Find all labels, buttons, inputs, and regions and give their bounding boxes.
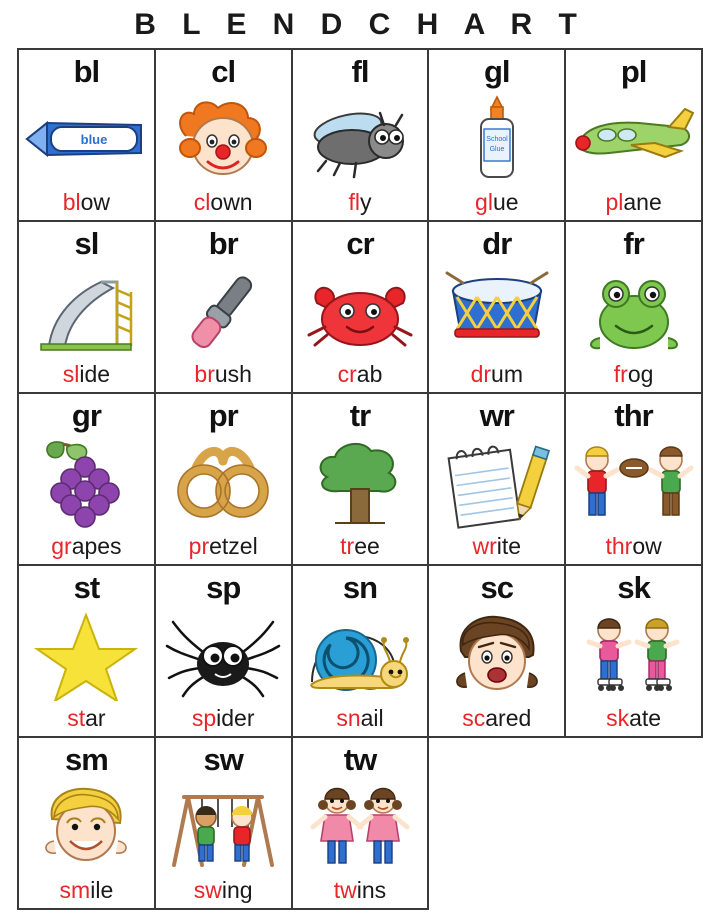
word-rest-part: ate (629, 705, 662, 731)
word-label (67, 707, 105, 730)
word-label (462, 707, 531, 730)
word-rest-part: ue (492, 189, 519, 215)
word-blend-part: gl (475, 189, 493, 215)
page-title: B L E N D C H A R T (134, 8, 586, 41)
blend-label: pl (620, 54, 647, 89)
word-rest-part: ane (623, 189, 662, 215)
notepad-pencil-icon (429, 431, 564, 535)
blend-cell-gl[interactable] (429, 50, 566, 222)
word-rest-part: ide (79, 361, 111, 387)
svg-text:School: School (486, 136, 508, 143)
blend-cell-st[interactable] (19, 566, 156, 738)
word-label (348, 191, 371, 214)
word-blend-part: gr (51, 533, 72, 559)
word-rest-part: og (627, 361, 654, 387)
svg-text:blue: blue (81, 132, 108, 147)
skating-kids-icon (566, 603, 701, 707)
blend-cell-sk[interactable] (566, 566, 703, 738)
word-rest-part: ar (85, 705, 106, 731)
blend-label: fr (623, 226, 644, 261)
word-label (338, 363, 383, 386)
glue-bottle-icon (429, 87, 564, 191)
blend-label: fl (351, 54, 369, 89)
word-blend-part: sm (59, 877, 91, 903)
word-label (194, 191, 253, 214)
clown-face-icon (156, 87, 291, 191)
word-label (51, 535, 121, 558)
blend-cell-br[interactable] (156, 222, 293, 394)
blend-cell-tr[interactable] (293, 394, 430, 566)
blend-label: sk (617, 570, 650, 605)
word-label (606, 707, 661, 730)
frog-icon (566, 259, 701, 363)
word-rest-part: etzel (209, 533, 258, 559)
blend-cell-fr[interactable] (566, 222, 703, 394)
word-blend-part: sw (193, 877, 222, 903)
airplane-icon (566, 87, 701, 191)
blend-label: bl (73, 54, 100, 89)
word-blend-part: thr (605, 533, 633, 559)
word-label (63, 191, 110, 214)
word-label (194, 879, 253, 902)
smiling-boy-icon (19, 775, 154, 879)
word-rest-part: ow (80, 189, 111, 215)
word-rest-part: ab (356, 361, 383, 387)
grapes-icon (19, 431, 154, 535)
word-label (336, 707, 383, 730)
word-blend-part: tr (340, 533, 355, 559)
tree-icon (293, 431, 428, 535)
word-blend-part: st (67, 705, 86, 731)
fly-insect-icon (293, 87, 428, 191)
word-rest-part: ee (354, 533, 380, 559)
word-rest-part: ush (214, 361, 252, 387)
blend-cell-sm[interactable] (19, 738, 156, 910)
word-rest-part: ite (496, 533, 522, 559)
playground-slide-icon (19, 259, 154, 363)
blend-cell-sn[interactable] (293, 566, 430, 738)
word-rest-part: um (491, 361, 523, 387)
word-label (605, 535, 661, 558)
word-rest-part: own (210, 189, 253, 215)
blend-label: wr (479, 398, 514, 433)
twin-girls-icon (293, 775, 428, 879)
word-blend-part: pl (605, 189, 624, 215)
word-label (334, 879, 386, 902)
word-blend-part: bl (62, 189, 81, 215)
word-rest-part: apes (71, 533, 122, 559)
word-label (60, 879, 114, 902)
drum-icon (429, 259, 564, 363)
blend-cell-pr[interactable] (156, 394, 293, 566)
blend-cell-wr[interactable] (429, 394, 566, 566)
word-label (194, 363, 252, 386)
blend-label: gl (484, 54, 510, 89)
pretzel-icon (156, 431, 291, 535)
swing-set-icon (156, 775, 291, 879)
blend-cell-cl[interactable] (156, 50, 293, 222)
blend-label: dr (482, 226, 512, 261)
blend-label: pr (208, 398, 238, 433)
word-blend-part: tw (333, 877, 357, 903)
word-rest-part: ins (356, 877, 387, 903)
word-label (63, 363, 110, 386)
blend-grid (17, 48, 703, 910)
blend-label: sn (342, 570, 378, 605)
blend-cell-tw[interactable] (293, 738, 430, 910)
word-blend-part: dr (470, 361, 492, 387)
scared-face-icon (429, 603, 564, 707)
star-icon (19, 603, 154, 707)
blend-label: sp (206, 570, 241, 605)
snail-icon (293, 603, 428, 707)
blend-label: gr (71, 398, 101, 433)
blend-label: st (73, 570, 100, 605)
crab-icon (293, 259, 428, 363)
blend-cell-gr[interactable] (19, 394, 156, 566)
word-blend-part: sk (606, 705, 630, 731)
word-label (189, 535, 258, 558)
word-blend-part: pr (188, 533, 210, 559)
word-rest-part: ail (360, 705, 384, 731)
blend-label: sm (64, 742, 108, 777)
word-label (192, 707, 255, 730)
blue-crayon-icon (19, 87, 154, 191)
word-blend-part: sl (62, 361, 80, 387)
svg-text:Glue: Glue (489, 146, 505, 153)
word-rest-part: ider (216, 705, 255, 731)
word-blend-part: sp (191, 705, 217, 731)
word-label (605, 191, 661, 214)
word-blend-part: br (194, 361, 215, 387)
blend-label: cr (346, 226, 374, 261)
blend-label: tw (343, 742, 377, 777)
word-rest-part: ile (90, 877, 114, 903)
word-blend-part: sn (336, 705, 361, 731)
kids-throwing-ball-icon (566, 431, 701, 535)
blend-label: cl (211, 54, 236, 89)
blend-label: sc (480, 570, 514, 605)
blend-cell-bl[interactable] (19, 50, 156, 222)
word-rest-part: y (359, 189, 372, 215)
word-blend-part: cr (337, 361, 357, 387)
word-label (473, 535, 522, 558)
blend-label: br (208, 226, 238, 261)
empty-cell (429, 738, 566, 910)
blend-label: tr (349, 398, 371, 433)
blend-cell-dr[interactable] (429, 222, 566, 394)
word-blend-part: cl (193, 189, 211, 215)
word-rest-part: ared (485, 705, 532, 731)
blend-cell-sw[interactable] (156, 738, 293, 910)
word-blend-part: wr (472, 533, 497, 559)
word-rest-part: ow (632, 533, 662, 559)
blend-cell-pl[interactable] (566, 50, 703, 222)
word-rest-part: ing (221, 877, 253, 903)
hairbrush-icon (156, 259, 291, 363)
blend-cell-sp[interactable] (156, 566, 293, 738)
word-blend-part: sc (462, 705, 486, 731)
blend-cell-cr[interactable] (293, 222, 430, 394)
blend-label: sl (74, 226, 99, 261)
word-label (614, 363, 654, 386)
blend-cell-sl[interactable] (19, 222, 156, 394)
word-label (471, 363, 523, 386)
spider-icon (156, 603, 291, 707)
blend-label: thr (614, 398, 653, 433)
empty-cell (566, 738, 703, 910)
word-blend-part: fl (348, 189, 360, 215)
blend-cell-fl[interactable] (293, 50, 430, 222)
word-label (475, 191, 519, 214)
blend-label: sw (203, 742, 243, 777)
blend-cell-sc[interactable] (429, 566, 566, 738)
word-label (340, 535, 380, 558)
word-blend-part: fr (613, 361, 628, 387)
blend-cell-thr[interactable] (566, 394, 703, 566)
